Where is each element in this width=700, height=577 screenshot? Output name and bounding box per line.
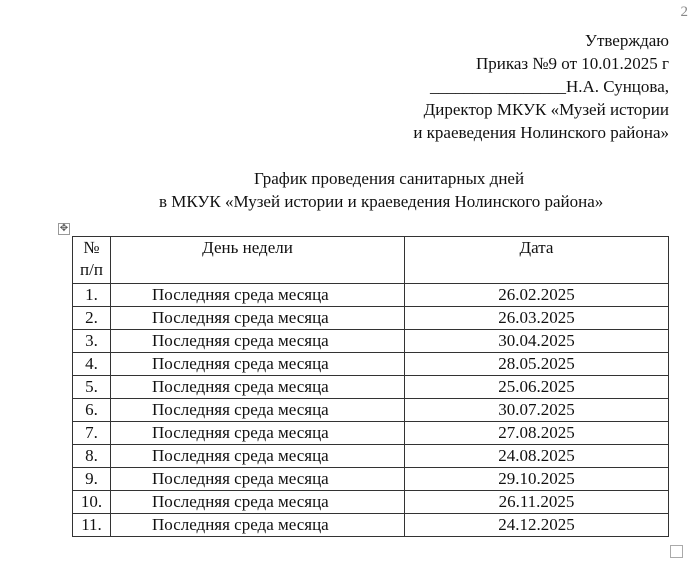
table-row: 7. Последняя среда месяца 27.08.2025 (73, 422, 669, 445)
schedule-table (72, 236, 669, 537)
approval-order: Приказ №9 от 10.01.2025 г (475, 54, 669, 73)
table-row: 6. Последняя среда месяца 30.07.2025 (73, 399, 669, 422)
table-row: 10. Последняя среда месяца 26.11.2025 (73, 491, 669, 514)
approval-position: Директор МКУК «Музей истории (423, 100, 669, 119)
approval-block (413, 29, 669, 144)
table-row: 1. Последняя среда месяца 26.02.2025 (73, 284, 669, 307)
approval-signature: ________________Н.А. Сунцова, (429, 77, 669, 96)
table-row: 11. Последняя среда месяца 24.12.2025 (73, 514, 669, 537)
table-row: 4. Последняя среда месяца 28.05.2025 (73, 353, 669, 376)
header-date: Дата (405, 237, 669, 284)
table-resize-handle-icon[interactable] (670, 545, 683, 558)
approval-organization: и краеведения Нолинского района» (413, 123, 669, 142)
approval-heading: Утверждаю (584, 31, 669, 50)
table-move-handle-icon[interactable]: ✥ (59, 223, 69, 234)
table-row: 3. Последняя среда месяца 30.04.2025 (73, 330, 669, 353)
table-row: 9. Последняя среда месяца 29.10.2025 (73, 468, 669, 491)
table-row: 5. Последняя среда месяца 25.06.2025 (73, 376, 669, 399)
table-row: 8. Последняя среда месяца 24.08.2025 (73, 445, 669, 468)
table-header-row (73, 237, 669, 284)
header-day-of-week: День недели (111, 237, 405, 284)
page-number: 2 (680, 4, 688, 20)
title-line-1: График проведения санитарных дней (254, 169, 525, 188)
header-number: № п/п (73, 237, 111, 284)
table-row: 2. Последняя среда месяца 26.03.2025 (73, 307, 669, 330)
title-line-2: в МКУК «Музей истории и краеведения Нолинского района» (159, 192, 604, 211)
